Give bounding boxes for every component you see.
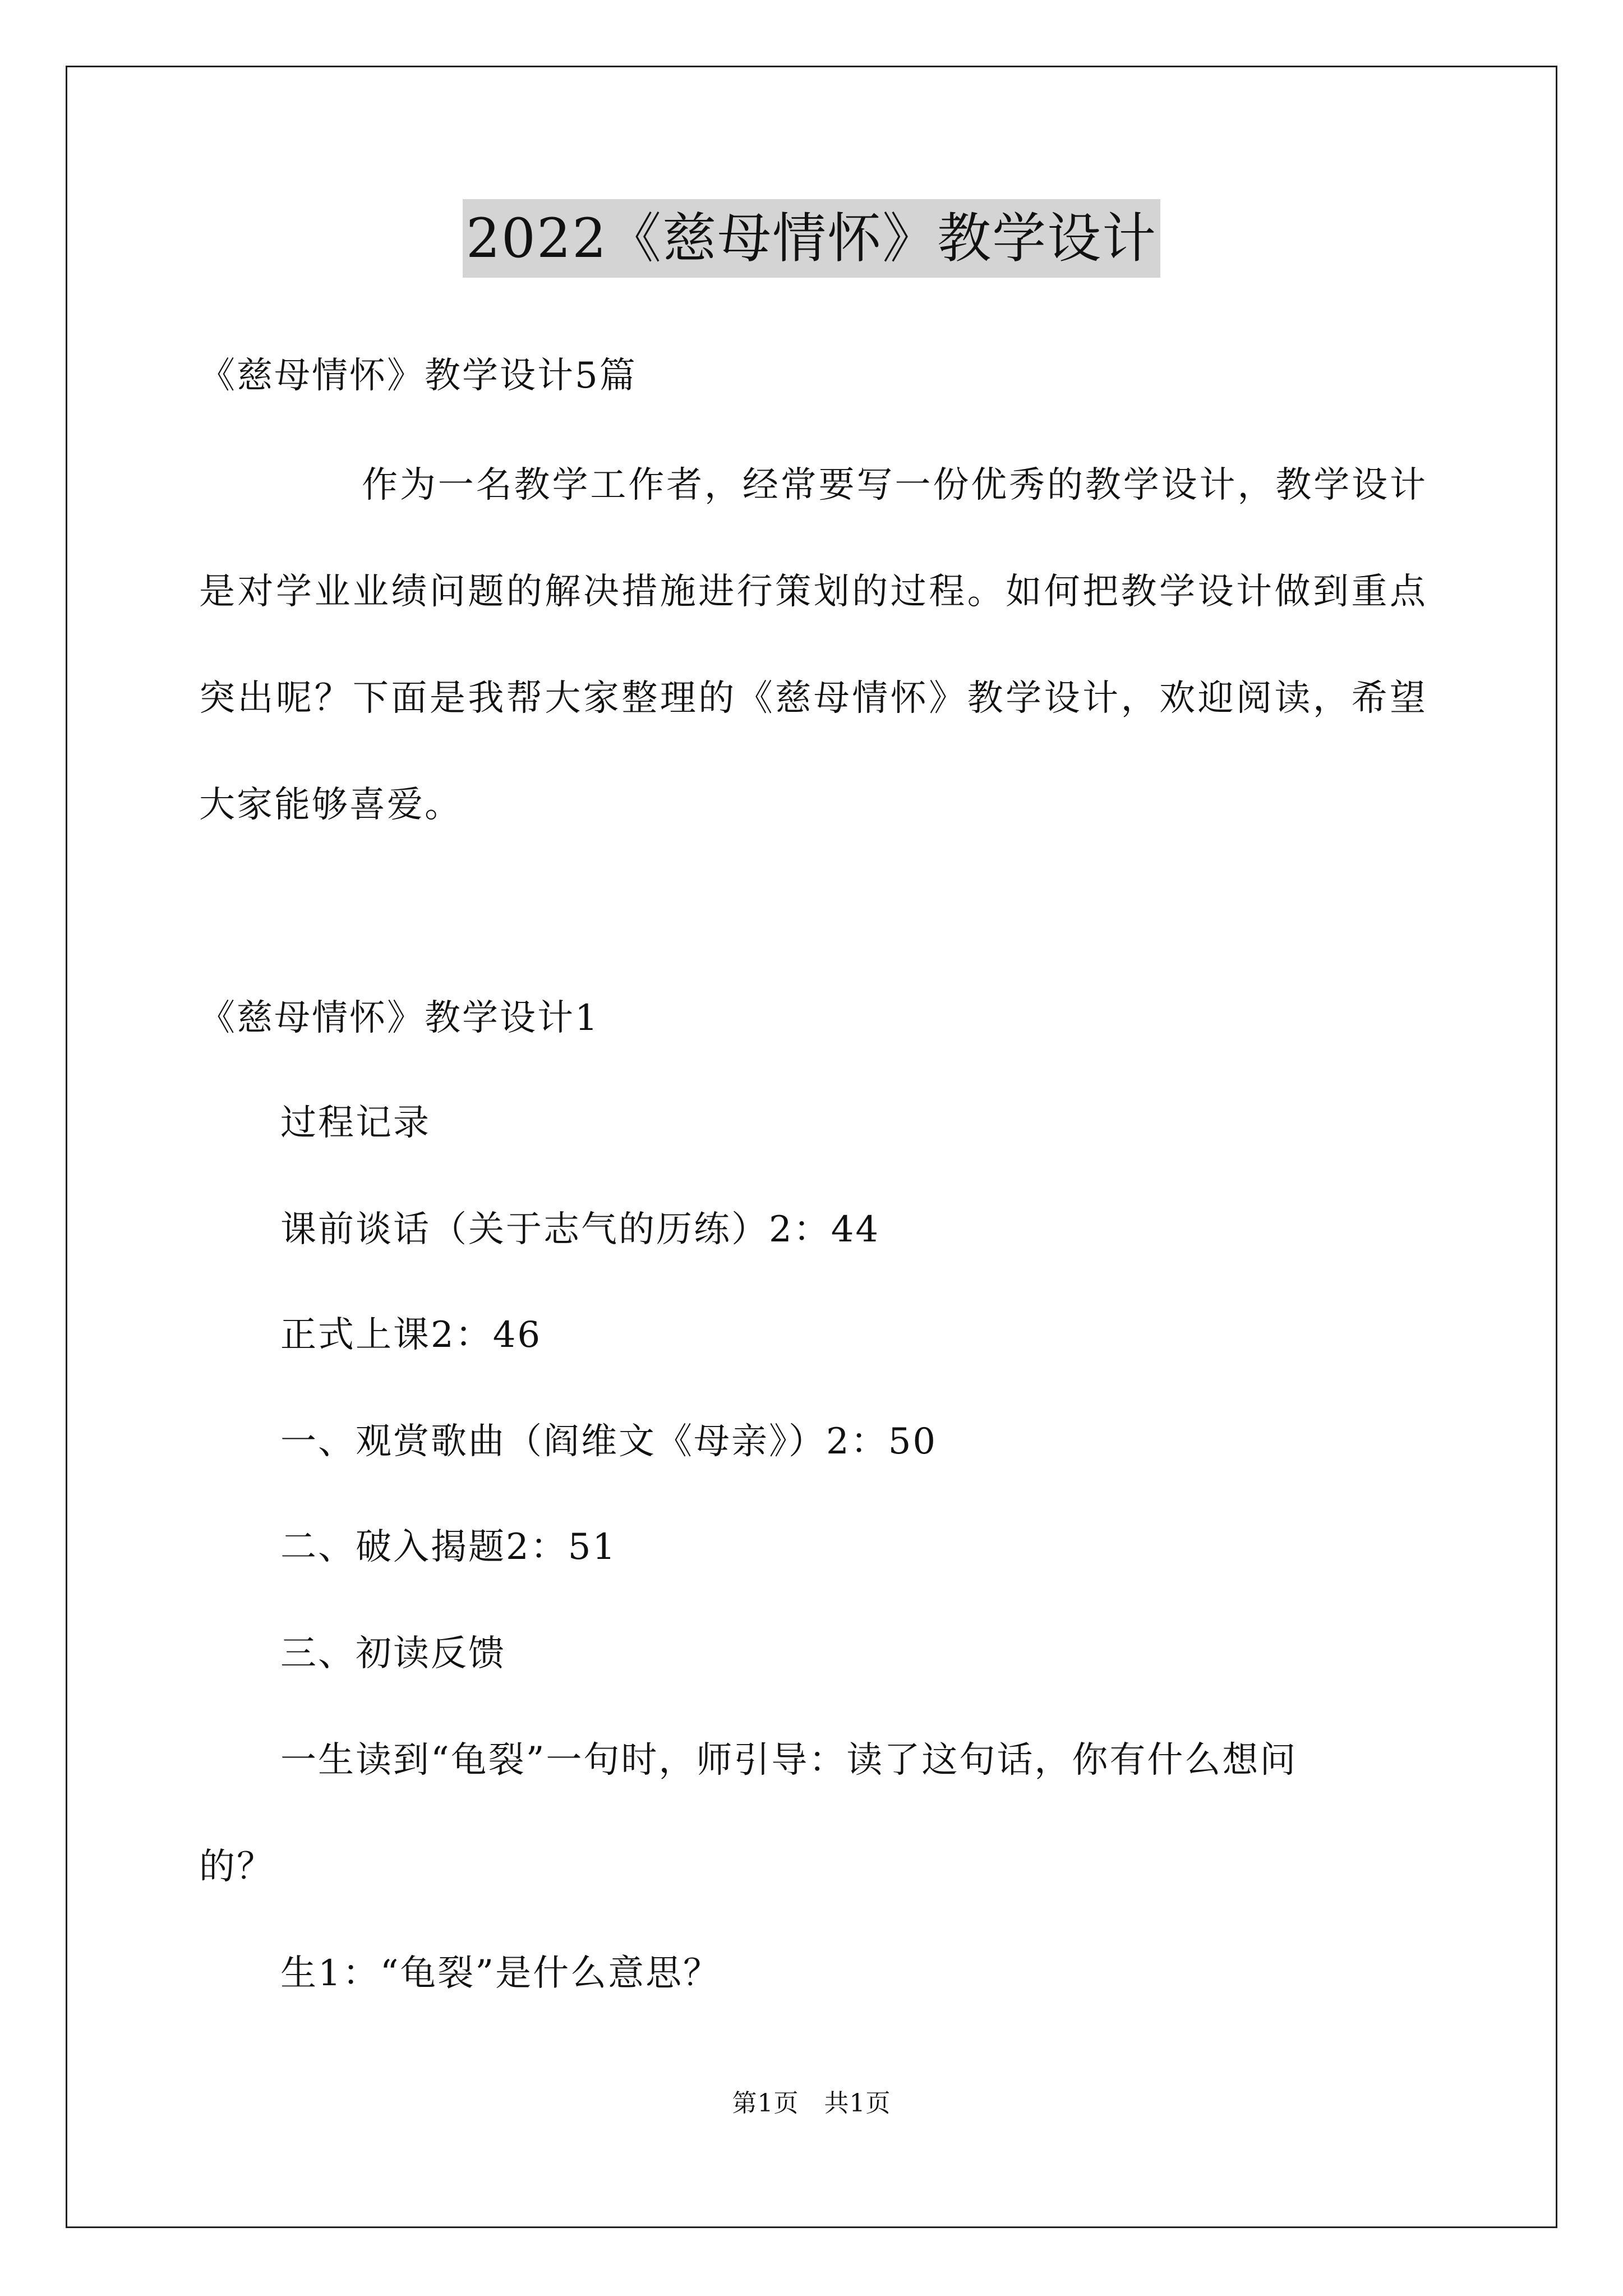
- text-line: 二、破入揭题2：51: [280, 1526, 617, 1568]
- text-line: 过程记录: [280, 1102, 431, 1144]
- section-heading: 《慈母情怀》教学设计1: [199, 997, 600, 1039]
- dialogue-line: 一生读到“龟裂”一句时，师引导：读了这句话，你有什么想问: [280, 1740, 1298, 1781]
- text-line: 正式上课2：46: [280, 1314, 542, 1356]
- document-title: 2022《慈母情怀》教学设计: [463, 199, 1160, 278]
- student-question: 生1：“龟裂”是什么意思？: [280, 1953, 721, 1994]
- title-container: [0, 199, 1623, 278]
- text-line: 一、观赏歌曲（阎维文《母亲》）2：50: [280, 1421, 938, 1462]
- text-line: 课前谈话（关于志气的历练）2：44: [280, 1209, 880, 1250]
- page-footer: 第1页 共1页: [732, 2089, 891, 2118]
- text-line: 三、初读反馈: [280, 1633, 506, 1674]
- intro-paragraph: 作为一名教学工作者，经常要写一份优秀的教学设计，教学设计是对学业业绩问题的解决措施进行策划的过程。如何把教学设计做到重点突出呢？下面是我帮大家整理的《慈母情怀》教学设计，欢迎阅读，希望大家能够喜爱。: [199, 464, 1427, 826]
- document-subtitle: 《慈母情怀》教学设计5篇: [199, 355, 637, 397]
- dialogue-line-continued: 的？: [199, 1846, 274, 1888]
